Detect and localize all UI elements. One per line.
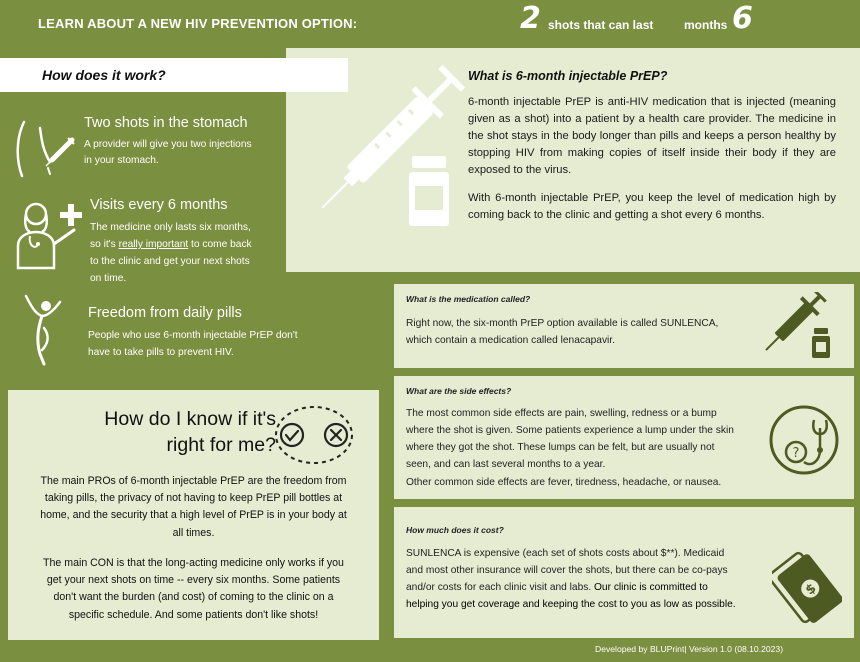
feature-visits-title: Visits every 6 months bbox=[90, 197, 228, 213]
pros-line-4: all times. bbox=[172, 526, 215, 539]
shots-text: shots that can last bbox=[548, 18, 654, 32]
pros-paragraph bbox=[14, 473, 373, 542]
feature-visits-line-2-post: to come back bbox=[188, 239, 252, 250]
doctor-icon bbox=[14, 198, 84, 270]
side-effects-heading: What are the side effects? bbox=[406, 386, 512, 396]
pros-line-1: The main PROs of 6-month injectable PrEP are the freedom from bbox=[40, 475, 347, 487]
feature-visits-line-2 bbox=[90, 236, 252, 253]
how-it-works-bar bbox=[0, 58, 348, 92]
cons-line-3: don't want the burden (and cost) of coming to the clinic on a bbox=[53, 591, 334, 604]
feature-two-shots-line-2: in your stomach. bbox=[84, 155, 159, 166]
check-cross-icon bbox=[272, 403, 364, 467]
page-title: LEARN ABOUT A NEW HIV PREVENTION OPTION: bbox=[38, 16, 358, 31]
money-icon bbox=[772, 548, 842, 624]
feature-freedom-line-1: People who use 6-month injectable PrEP don't bbox=[88, 330, 298, 341]
cost-line-3-text: and/or costs for each clinic visit and labs. bbox=[406, 582, 592, 593]
cost-commitment-end: helping you get coverage and keeping the cost to you as low as possible. bbox=[406, 599, 736, 610]
medication-name-line-2: which contain a medication called lenacapavir. bbox=[406, 335, 615, 346]
feature-visits-line-2-pre: so it's bbox=[90, 239, 119, 250]
cost-line-3 bbox=[406, 579, 708, 596]
svg-text:$: $ bbox=[802, 581, 820, 599]
feature-visits-line-4: on time. bbox=[90, 273, 127, 284]
side-effects-line-4: seen, and can last several months to a year. bbox=[406, 459, 606, 470]
months-number: 6 bbox=[732, 1, 753, 36]
side-effects-line-3: where they got the shot. These lumps can be felt, but are usually not bbox=[406, 442, 715, 453]
cons-line-4: specific schedule. And some patients don't like shots! bbox=[68, 608, 319, 621]
side-effects-line-1: The most common side effects are pain, swelling, redness or a bump bbox=[406, 408, 717, 419]
cons-line-1: The main CON is that the long-acting medicine only works if you bbox=[43, 557, 344, 569]
really-important-text: really important bbox=[118, 239, 189, 250]
cons-paragraph bbox=[14, 555, 373, 624]
right-for-me-title bbox=[66, 406, 276, 458]
footer-credit: Developed by BLUPrint| Version 1.0 (08.10.2023) bbox=[595, 644, 784, 654]
cons-line-2: get your next shots on time -- every six months. Some patients bbox=[46, 574, 341, 587]
stomach-injection-icon bbox=[12, 118, 76, 180]
feature-freedom-line-2: have to take pills to prevent HIV. bbox=[88, 347, 234, 358]
feature-visits-line-1: The medicine only lasts six months, bbox=[90, 222, 251, 233]
freedom-person-icon bbox=[18, 294, 68, 366]
cost-line-2: and most other insurance will cover the shots, but there can be co-pays bbox=[406, 565, 728, 576]
medication-name-line-1: Right now, the six-month PrEP option available is called SUNLENCA, bbox=[406, 318, 719, 329]
right-for-me-title-line-1: How do I know if it's bbox=[104, 408, 276, 430]
right-for-me-title-line-2: right for me? bbox=[166, 434, 276, 456]
what-is-paragraph-1: 6-month injectable PrEP is anti-HIV medication that is injected (meaning given as a shot) into a patient by a health care provider. The medicine in the shot stays in the body longer than pills and keeps a person healthy by stopping HIV from making copies of itself inside their body if they are exposed to the virus. bbox=[468, 96, 836, 176]
feature-visits-line-3: to the clinic and get your next shots bbox=[90, 256, 250, 267]
medication-name-heading: What is the medication called? bbox=[406, 294, 531, 304]
side-effects-other: Other common side effects are fever, tiredness, headache, or nausea. bbox=[406, 477, 722, 488]
how-it-works-heading: How does it work? bbox=[42, 67, 166, 83]
months-text: months bbox=[684, 18, 728, 32]
cost-line-1: SUNLENCA is expensive (each set of shots costs about $**). Medicaid bbox=[406, 548, 725, 559]
feature-two-shots-line-1: A provider will give you two injections bbox=[84, 139, 252, 150]
feature-two-shots-title: Two shots in the stomach bbox=[84, 115, 248, 131]
pros-line-2: taking pills, the privacy of not having to keep PrEP pill bottles at bbox=[44, 492, 343, 505]
cost-heading: How much does it cost? bbox=[406, 525, 504, 535]
stethoscope-patient-icon bbox=[768, 404, 840, 476]
what-is-paragraph-2: With 6-month injectable PrEP, you keep the level of medication high by coming back to the clinic and getting a shot every 6 months. bbox=[468, 192, 836, 221]
cost-commitment-start: Our clinic is committed to bbox=[591, 582, 708, 593]
syringe-icon bbox=[760, 292, 836, 362]
what-is-heading: What is 6-month injectable PrEP? bbox=[468, 69, 668, 83]
side-effects-line-2: where the shot is given. Some patients experience a lump under the skin bbox=[406, 425, 734, 436]
feature-freedom-title: Freedom from daily pills bbox=[88, 305, 242, 321]
shots-number: 2 bbox=[520, 1, 541, 36]
svg-text:?: ? bbox=[792, 446, 800, 461]
pros-line-3: home, and the security that a high level of PrEP is in your body at bbox=[40, 509, 347, 522]
